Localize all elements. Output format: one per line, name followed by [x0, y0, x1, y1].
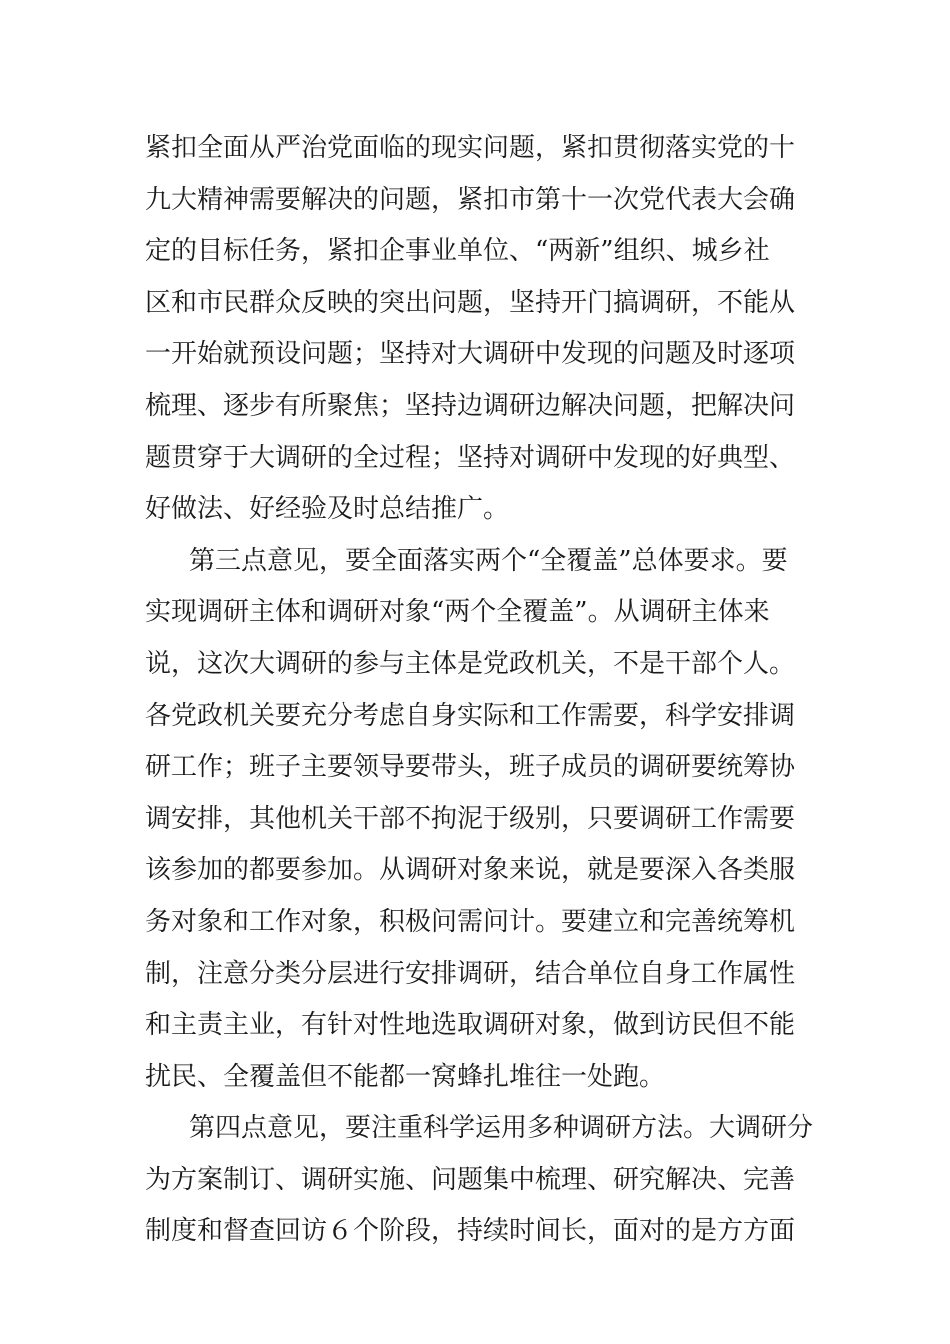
paragraph-line: 和主责主业，有针对性地选取调研对象，做到访民但不能 [145, 1010, 796, 1041]
paragraph-line: 实现调研主体和调研对象“两个全覆盖”。从调研主体来 [145, 597, 770, 628]
paragraph-line: 务对象和工作对象，积极问需问计。要建立和完善统筹机 [145, 906, 796, 937]
paragraph-line: 第三点意见，要全面落实两个“全覆盖”总体要求。要 [189, 545, 788, 576]
document-body [145, 123, 814, 1258]
paragraph-line: 说，这次大调研的参与主体是党政机关，不是干部个人。 [145, 648, 796, 679]
paragraph-line: 调安排，其他机关干部不拘泥于级别，只要调研工作需要 [145, 803, 796, 834]
paragraph-1 [145, 123, 807, 536]
paragraph-line: 为方案制订、调研实施、问题集中梳理、研究解决、完善 [145, 1164, 796, 1195]
paragraph-line: 研工作；班子主要领导要带头，班子成员的调研要统筹协 [145, 752, 796, 783]
paragraph-line: 制度和督查回访６个阶段，持续时间长，面对的是方方面 [145, 1216, 796, 1247]
paragraph-line: 题贯穿于大调研的全过程；坚持对调研中发现的好典型、 [145, 442, 796, 473]
paragraph-line: 九大精神需要解决的问题，紧扣市第十一次党代表大会确 [145, 184, 796, 215]
paragraph-line: 该参加的都要参加。从调研对象来说，就是要深入各类服 [145, 855, 796, 886]
paragraph-2 [145, 536, 807, 1104]
paragraph-line: 定的目标任务，紧扣企事业单位、“两新”组织、城乡社 [145, 236, 770, 267]
paragraph-line: 扰民、全覆盖但不能都一窝蜂扎堆往一处跑。 [145, 1061, 666, 1092]
paragraph-line: 各党政机关要充分考虑自身实际和工作需要，科学安排调 [145, 700, 796, 731]
paragraph-line: 梳理、逐步有所聚焦；坚持边调研边解决问题，把解决问 [145, 390, 796, 421]
paragraph-line: 制，注意分类分层进行安排调研，结合单位自身工作属性 [145, 958, 796, 989]
paragraph-line: 紧扣全面从严治党面临的现实问题，紧扣贯彻落实党的十 [145, 133, 796, 163]
paragraph-line: 第四点意见，要注重科学运用多种调研方法。大调研分 [189, 1113, 814, 1144]
paragraph-line: 区和市民群众反映的突出问题，坚持开门搞调研，不能从 [145, 287, 796, 318]
paragraph-line: 好做法、好经验及时总结推广。 [145, 494, 510, 525]
paragraph-3 [145, 1103, 814, 1258]
paragraph-line: 一开始就预设问题；坚持对大调研中发现的问题及时逐项 [145, 339, 796, 370]
